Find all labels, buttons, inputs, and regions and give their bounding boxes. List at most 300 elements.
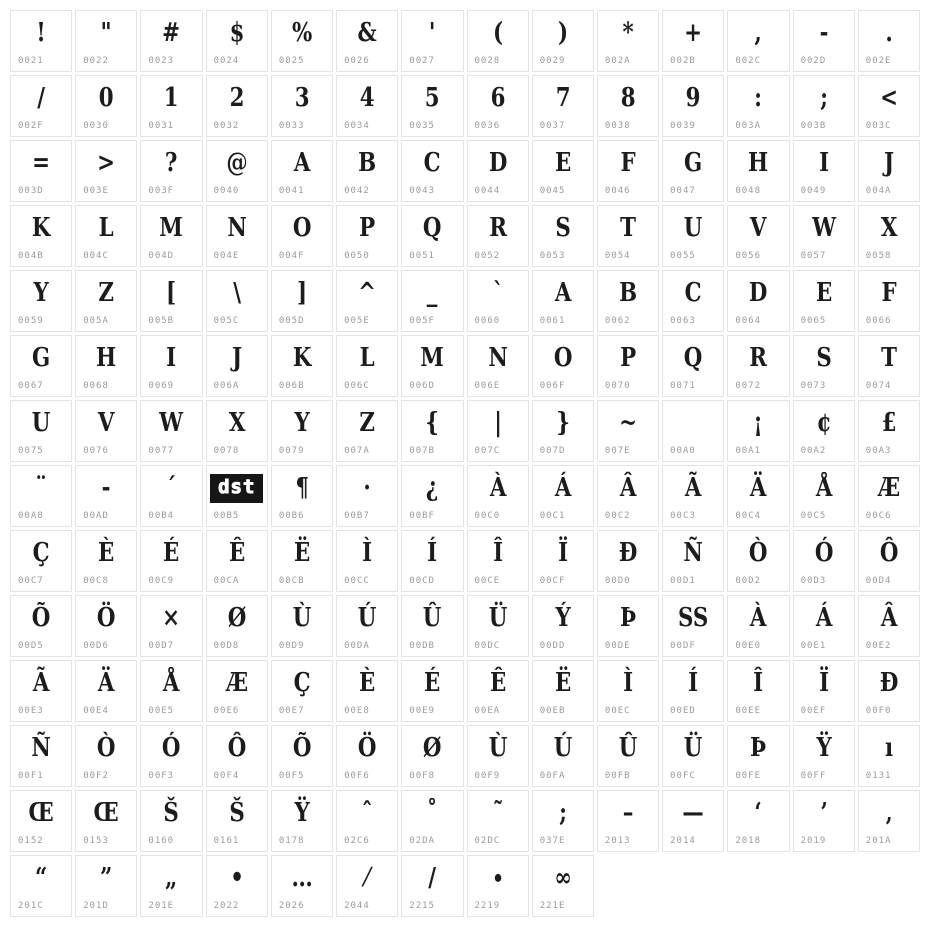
- glyph-cell[interactable]: [467, 10, 529, 72]
- glyph-cell[interactable]: [858, 400, 920, 462]
- glyph-cell[interactable]: [75, 10, 137, 72]
- code-label: 00D5: [18, 641, 44, 651]
- glyph-cell[interactable]: [662, 205, 724, 267]
- glyph-cell[interactable]: [140, 790, 202, 852]
- glyph-cell[interactable]: [467, 790, 529, 852]
- glyph-cell[interactable]: [532, 140, 594, 202]
- code-label: 003F: [148, 186, 175, 196]
- glyph-cell[interactable]: [271, 790, 333, 852]
- code-label: 02C6: [344, 836, 370, 846]
- glyph-cell[interactable]: [336, 400, 398, 462]
- glyph-cell[interactable]: [271, 660, 333, 722]
- glyph: ‘: [754, 798, 763, 828]
- glyph-cell[interactable]: [271, 400, 333, 462]
- code-label: 2022: [213, 901, 240, 911]
- glyph-cell[interactable]: [75, 725, 137, 787]
- glyph-cell[interactable]: [10, 465, 72, 527]
- glyph-cell[interactable]: [662, 465, 724, 527]
- glyph: L: [359, 343, 375, 373]
- glyph: …: [291, 863, 313, 893]
- glyph-cell[interactable]: [597, 725, 659, 787]
- code-label: 00D4: [865, 576, 892, 586]
- glyph-cell[interactable]: [662, 400, 724, 462]
- glyph-cell[interactable]: [532, 725, 594, 787]
- glyph-cell[interactable]: [532, 465, 594, 527]
- glyph-cell[interactable]: [206, 660, 268, 722]
- code-label: 0049: [800, 186, 827, 196]
- glyph: #: [162, 18, 181, 48]
- glyph-cell[interactable]: [401, 10, 463, 72]
- glyph-cell[interactable]: [858, 75, 920, 137]
- code-label: 0025: [278, 56, 305, 66]
- glyph-cell[interactable]: [10, 725, 72, 787]
- code-label: 00ED: [670, 706, 696, 716]
- glyph-cell[interactable]: [793, 790, 855, 852]
- glyph: Á: [815, 603, 832, 633]
- glyph: P: [359, 213, 376, 243]
- glyph: J: [883, 148, 894, 178]
- glyph-cell[interactable]: [206, 855, 268, 917]
- glyph-cell[interactable]: [467, 465, 529, 527]
- code-label: 2219: [474, 901, 501, 911]
- glyph-cell[interactable]: [336, 335, 398, 397]
- code-label: 00CF: [539, 576, 566, 586]
- glyph-cell[interactable]: [532, 75, 594, 137]
- glyph-cell[interactable]: [10, 75, 72, 137]
- code-label: 00EA: [474, 706, 501, 716]
- code-label: 007E: [604, 446, 631, 456]
- code-label: 00EE: [735, 706, 762, 716]
- glyph-cell[interactable]: [206, 465, 268, 527]
- glyph-cell[interactable]: [140, 855, 202, 917]
- glyph-cell[interactable]: [206, 140, 268, 202]
- code-label: 221E: [539, 901, 566, 911]
- glyph-cell[interactable]: [662, 595, 724, 657]
- glyph-cell[interactable]: [532, 400, 594, 462]
- glyph: Ø: [423, 733, 442, 763]
- glyph: N: [487, 343, 508, 373]
- code-label: 0077: [148, 446, 175, 456]
- code-label: 2026: [278, 901, 305, 911]
- glyph-cell[interactable]: [727, 10, 789, 72]
- glyph-cell[interactable]: [336, 10, 398, 72]
- glyph-cell[interactable]: [271, 530, 333, 592]
- glyph-cell[interactable]: [271, 335, 333, 397]
- glyph: H: [96, 343, 117, 373]
- glyph-cell[interactable]: [10, 270, 72, 332]
- code-label: 00F2: [83, 771, 109, 781]
- code-label: 004D: [148, 251, 175, 261]
- glyph: É: [163, 538, 180, 568]
- glyph-cell[interactable]: [10, 660, 72, 722]
- glyph-cell[interactable]: [401, 400, 463, 462]
- glyph-cell[interactable]: [140, 465, 202, 527]
- glyph-cell[interactable]: [662, 335, 724, 397]
- glyph: “: [34, 863, 48, 893]
- glyph-cell[interactable]: [793, 270, 855, 332]
- glyph: <: [879, 83, 898, 113]
- code-label: 0046: [604, 186, 631, 196]
- glyph-cell[interactable]: [336, 595, 398, 657]
- glyph-cell[interactable]: [75, 790, 137, 852]
- code-label: 00F6: [344, 771, 370, 781]
- code-label: 0055: [670, 251, 696, 261]
- glyph-cell[interactable]: [206, 270, 268, 332]
- glyph: ¿: [426, 473, 439, 503]
- glyph-cell[interactable]: [336, 725, 398, 787]
- glyph: Š: [163, 798, 180, 828]
- code-label: 0031: [148, 121, 175, 131]
- code-label: 00D1: [670, 576, 696, 586]
- code-label: 002C: [735, 56, 762, 66]
- glyph-cell[interactable]: [662, 10, 724, 72]
- glyph: Ç: [293, 668, 311, 698]
- code-label: 00C4: [735, 511, 762, 521]
- glyph-cell[interactable]: [467, 335, 529, 397]
- code-label: 0040: [213, 186, 240, 196]
- glyph-cell[interactable]: [401, 75, 463, 137]
- glyph-cell[interactable]: [467, 270, 529, 332]
- glyph-cell[interactable]: [727, 790, 789, 852]
- glyph: L: [98, 213, 114, 243]
- glyph-cell[interactable]: [75, 595, 137, 657]
- glyph-cell[interactable]: [140, 335, 202, 397]
- glyph-cell[interactable]: [271, 270, 333, 332]
- glyph-cell[interactable]: [75, 75, 137, 137]
- code-label: 0050: [344, 251, 370, 261]
- glyph: Ê: [228, 538, 245, 568]
- code-label: 006E: [474, 381, 501, 391]
- code-label: 0034: [344, 121, 370, 131]
- glyph-cell[interactable]: [75, 400, 137, 462]
- code-label: 00FC: [670, 771, 696, 781]
- code-label: 00E0: [735, 641, 762, 651]
- glyph-cell[interactable]: [206, 335, 268, 397]
- glyph-cell[interactable]: [793, 400, 855, 462]
- glyph-cell[interactable]: [336, 140, 398, 202]
- glyph-cell[interactable]: [140, 205, 202, 267]
- glyph-cell[interactable]: [206, 400, 268, 462]
- glyph-cell[interactable]: [532, 855, 594, 917]
- glyph-cell[interactable]: [727, 335, 789, 397]
- code-label: 00A0: [670, 446, 696, 456]
- glyph-cell[interactable]: [206, 205, 268, 267]
- code-label: 00FE: [735, 771, 762, 781]
- glyph-cell[interactable]: [727, 75, 789, 137]
- code-label: 201C: [18, 901, 44, 911]
- glyph-cell[interactable]: [140, 595, 202, 657]
- glyph: Þ: [750, 733, 767, 763]
- glyph-cell[interactable]: [206, 10, 268, 72]
- glyph-cell[interactable]: [597, 465, 659, 527]
- glyph-cell[interactable]: [662, 530, 724, 592]
- glyph-cell[interactable]: [532, 660, 594, 722]
- glyph: —: [682, 798, 704, 828]
- glyph-cell[interactable]: [271, 10, 333, 72]
- glyph-cell[interactable]: [140, 530, 202, 592]
- glyph-cell[interactable]: [467, 205, 529, 267]
- glyph-cell[interactable]: [858, 205, 920, 267]
- code-label: 006C: [344, 381, 370, 391]
- glyph-cell[interactable]: [858, 10, 920, 72]
- glyph-cell[interactable]: [336, 855, 398, 917]
- glyph-cell[interactable]: [75, 855, 137, 917]
- code-label: 00C9: [148, 576, 175, 586]
- glyph-cell[interactable]: [401, 595, 463, 657]
- glyph-cell[interactable]: [597, 595, 659, 657]
- glyph-cell[interactable]: [793, 595, 855, 657]
- glyph-cell[interactable]: [140, 400, 202, 462]
- glyph: Ð: [879, 668, 899, 698]
- glyph-cell[interactable]: [858, 790, 920, 852]
- glyph: O: [553, 343, 573, 373]
- code-label: 0161: [213, 836, 240, 846]
- glyph: £: [881, 408, 897, 438]
- glyph-cell[interactable]: [793, 205, 855, 267]
- glyph-cell[interactable]: [401, 205, 463, 267]
- glyph-cell[interactable]: [662, 725, 724, 787]
- glyph-cell[interactable]: [858, 530, 920, 592]
- glyph-cell[interactable]: [10, 855, 72, 917]
- glyph-cell[interactable]: [206, 595, 268, 657]
- glyph-cell[interactable]: [597, 400, 659, 462]
- glyph-cell[interactable]: [75, 465, 137, 527]
- glyph-cell[interactable]: [532, 10, 594, 72]
- code-label: 00BF: [409, 511, 435, 521]
- glyph-cell[interactable]: [271, 855, 333, 917]
- code-label: 00DD: [539, 641, 566, 651]
- glyph: [: [166, 278, 177, 308]
- glyph: Í: [688, 668, 699, 698]
- glyph-cell[interactable]: [336, 270, 398, 332]
- glyph-cell[interactable]: [10, 10, 72, 72]
- glyph-cell[interactable]: [858, 270, 920, 332]
- code-label: 0047: [670, 186, 696, 196]
- code-label: 00DA: [344, 641, 370, 651]
- glyph-cell[interactable]: [336, 530, 398, 592]
- glyph-cell[interactable]: [271, 465, 333, 527]
- code-label: 00DB: [409, 641, 435, 651]
- glyph-cell[interactable]: [662, 75, 724, 137]
- glyph-cell[interactable]: [467, 595, 529, 657]
- code-label: 0041: [278, 186, 305, 196]
- code-label: 00A8: [18, 511, 44, 521]
- glyph: Ê: [489, 668, 506, 698]
- glyph-cell[interactable]: [467, 725, 529, 787]
- glyph: Ý: [555, 603, 571, 633]
- code-label: 00D2: [735, 576, 762, 586]
- glyph-cell[interactable]: [858, 335, 920, 397]
- glyph-cell[interactable]: [271, 140, 333, 202]
- glyph-cell[interactable]: [401, 140, 463, 202]
- glyph-cell[interactable]: [10, 205, 72, 267]
- code-label: 00F3: [148, 771, 175, 781]
- glyph-cell[interactable]: [10, 400, 72, 462]
- glyph: È: [359, 668, 376, 698]
- glyph: G: [31, 343, 51, 373]
- glyph-cell[interactable]: [467, 530, 529, 592]
- glyph-cell[interactable]: [401, 660, 463, 722]
- glyph-cell[interactable]: [401, 465, 463, 527]
- glyph-cell[interactable]: [206, 530, 268, 592]
- glyph-cell[interactable]: [336, 75, 398, 137]
- glyph-cell[interactable]: [401, 530, 463, 592]
- glyph: Ñ: [683, 538, 703, 568]
- glyph-cell[interactable]: [75, 270, 137, 332]
- glyph-cell[interactable]: [532, 530, 594, 592]
- glyph-cell[interactable]: [662, 790, 724, 852]
- glyph-cell[interactable]: [336, 205, 398, 267]
- glyph-cell[interactable]: [10, 140, 72, 202]
- glyph-cell[interactable]: [467, 400, 529, 462]
- glyph-cell[interactable]: [793, 75, 855, 137]
- glyph-cell[interactable]: [206, 790, 268, 852]
- glyph-cell[interactable]: [206, 725, 268, 787]
- glyph-cell[interactable]: [336, 790, 398, 852]
- glyph-cell[interactable]: [858, 660, 920, 722]
- glyph-cell[interactable]: [597, 660, 659, 722]
- code-label: 0078: [213, 446, 240, 456]
- glyph-cell[interactable]: [727, 205, 789, 267]
- glyph-cell[interactable]: [401, 790, 463, 852]
- code-label: 006B: [278, 381, 305, 391]
- glyph-cell[interactable]: [532, 790, 594, 852]
- glyph-cell[interactable]: [858, 595, 920, 657]
- code-label: 0030: [83, 121, 109, 131]
- code-label: 00A3: [865, 446, 892, 456]
- code-label: 00F1: [18, 771, 44, 781]
- glyph-cell[interactable]: [793, 140, 855, 202]
- glyph-cell[interactable]: [271, 595, 333, 657]
- glyph-cell[interactable]: [75, 140, 137, 202]
- code-label: 00CD: [409, 576, 435, 586]
- glyph: ”: [100, 863, 113, 893]
- code-label: 00CE: [474, 576, 501, 586]
- glyph-cell[interactable]: [336, 660, 398, 722]
- glyph-cell[interactable]: [401, 335, 463, 397]
- glyph-cell[interactable]: [271, 205, 333, 267]
- glyph-cell[interactable]: [140, 660, 202, 722]
- glyph-cell[interactable]: [467, 660, 529, 722]
- glyph-cell[interactable]: [10, 335, 72, 397]
- glyph-cell[interactable]: [140, 140, 202, 202]
- glyph-cell[interactable]: [597, 270, 659, 332]
- glyph-cell[interactable]: [793, 530, 855, 592]
- glyph: R: [749, 343, 768, 373]
- code-label: 00A1: [735, 446, 762, 456]
- glyph-cell[interactable]: [727, 595, 789, 657]
- glyph-cell[interactable]: [140, 10, 202, 72]
- glyph-cell[interactable]: [858, 725, 920, 787]
- glyph-cell[interactable]: [727, 400, 789, 462]
- glyph-cell[interactable]: [10, 790, 72, 852]
- glyph-cell[interactable]: [662, 270, 724, 332]
- glyph-cell[interactable]: [401, 725, 463, 787]
- glyph-cell[interactable]: [727, 660, 789, 722]
- glyph-cell[interactable]: [793, 660, 855, 722]
- glyph: C: [684, 278, 702, 308]
- glyph-cell[interactable]: [597, 335, 659, 397]
- glyph-cell[interactable]: [858, 140, 920, 202]
- code-label: 00D8: [213, 641, 240, 651]
- glyph: À: [489, 473, 506, 503]
- glyph-cell[interactable]: [597, 790, 659, 852]
- code-label: 0065: [800, 316, 827, 326]
- glyph-cell[interactable]: [793, 465, 855, 527]
- glyph-cell[interactable]: [727, 465, 789, 527]
- code-label: 0037: [539, 121, 566, 131]
- code-label: 00CA: [213, 576, 240, 586]
- code-label: 0068: [83, 381, 109, 391]
- glyph-cell[interactable]: [140, 270, 202, 332]
- glyph-cell[interactable]: [75, 205, 137, 267]
- code-label: 00E3: [18, 706, 44, 716]
- glyph-cell[interactable]: [75, 530, 137, 592]
- glyph: 9: [685, 83, 701, 113]
- glyph-cell[interactable]: [597, 10, 659, 72]
- glyph-cell[interactable]: [75, 335, 137, 397]
- glyph-cell[interactable]: [597, 530, 659, 592]
- glyph-cell[interactable]: [532, 270, 594, 332]
- glyph: @: [226, 148, 248, 178]
- glyph: &: [357, 18, 377, 48]
- glyph-cell[interactable]: [793, 10, 855, 72]
- glyph-cell[interactable]: [597, 205, 659, 267]
- glyph-cell[interactable]: [597, 75, 659, 137]
- glyph-cell[interactable]: [532, 595, 594, 657]
- code-label: 201A: [865, 836, 892, 846]
- glyph: Ú: [357, 603, 377, 633]
- glyph-cell[interactable]: [401, 270, 463, 332]
- glyph-cell[interactable]: [336, 465, 398, 527]
- glyph-cell[interactable]: [467, 855, 529, 917]
- glyph: Ç: [32, 538, 50, 568]
- glyph: ): [557, 18, 568, 48]
- glyph-cell[interactable]: [727, 270, 789, 332]
- glyph: [669, 401, 718, 445]
- glyph-cell[interactable]: [727, 530, 789, 592]
- glyph-cell[interactable]: [858, 465, 920, 527]
- glyph: T: [880, 343, 897, 373]
- glyph-cell[interactable]: [75, 660, 137, 722]
- glyph-cell[interactable]: [271, 725, 333, 787]
- code-label: 00DE: [604, 641, 631, 651]
- code-label: 004C: [83, 251, 109, 261]
- glyph-cell[interactable]: [206, 75, 268, 137]
- glyph-cell[interactable]: [662, 660, 724, 722]
- glyph-cell[interactable]: [467, 75, 529, 137]
- glyph: I: [818, 148, 829, 178]
- glyph-cell[interactable]: [727, 725, 789, 787]
- glyph-cell[interactable]: [467, 140, 529, 202]
- glyph-cell[interactable]: [532, 335, 594, 397]
- glyph-cell[interactable]: [793, 725, 855, 787]
- glyph: V: [750, 213, 767, 243]
- code-label: 00F4: [213, 771, 240, 781]
- glyph-cell[interactable]: [271, 75, 333, 137]
- glyph-cell[interactable]: [10, 530, 72, 592]
- glyph-cell[interactable]: [597, 140, 659, 202]
- code-label: 00E9: [409, 706, 435, 716]
- glyph-cell[interactable]: [793, 335, 855, 397]
- glyph-cell[interactable]: [662, 140, 724, 202]
- glyph-cell[interactable]: [10, 595, 72, 657]
- glyph-cell[interactable]: [532, 205, 594, 267]
- glyph-cell[interactable]: [140, 725, 202, 787]
- glyph-cell[interactable]: [727, 140, 789, 202]
- glyph-cell[interactable]: [401, 855, 463, 917]
- glyph-cell[interactable]: [140, 75, 202, 137]
